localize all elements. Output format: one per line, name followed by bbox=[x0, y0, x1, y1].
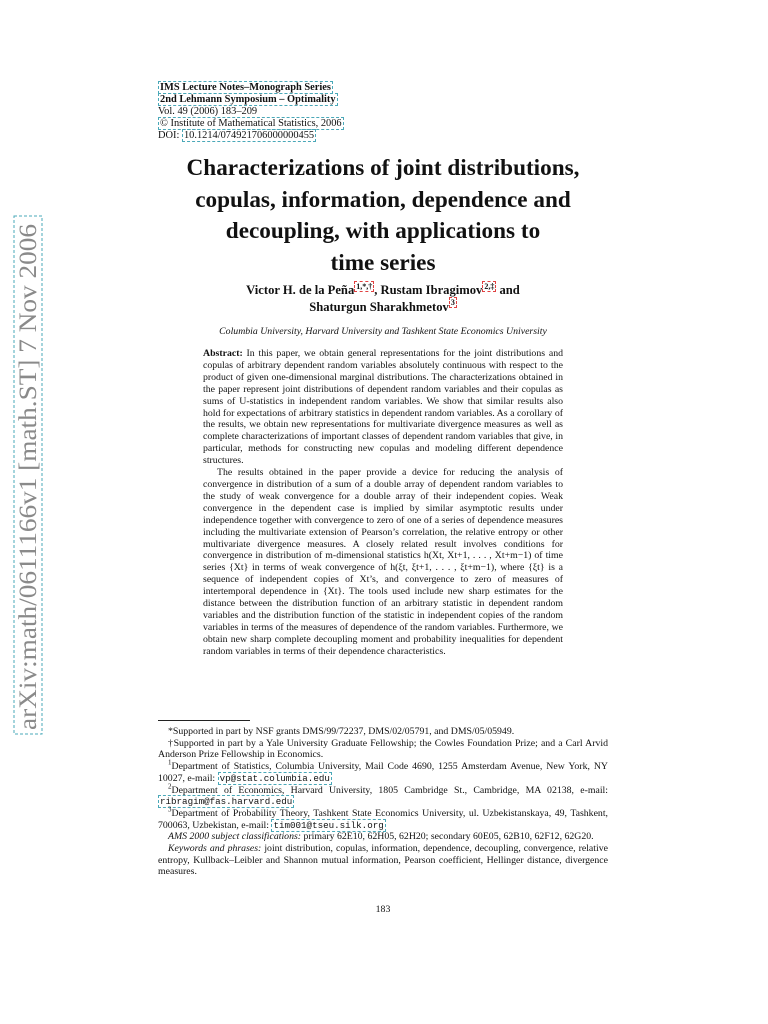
footnote-rule bbox=[158, 720, 250, 721]
footnote: *Supported in part by NSF grants DMS/99/72237, DMS/02/05791, and DMS/05/05949. bbox=[168, 726, 515, 737]
ams-classification bbox=[158, 831, 608, 843]
copyright-link[interactable]: © Institute of Mathematical Statistics, 2006 bbox=[160, 118, 342, 129]
abstract bbox=[203, 348, 563, 658]
doi-link[interactable]: 10.1214/074921706000000455 bbox=[183, 130, 315, 141]
page-number: 183 bbox=[375, 904, 391, 915]
series-name-link[interactable]: IMS Lecture Notes–Monograph Series bbox=[160, 82, 331, 93]
author-separator: , Rustam Ibragimov bbox=[374, 283, 483, 297]
email-link[interactable]: ribragim@fas.harvard.edu bbox=[160, 796, 293, 808]
footnote: †Supported in part by a Yale University Graduate Fellowship; the Cowles Foundation Prize; and a Carl Arvid Anderson Prize Fellowship in Economics. bbox=[158, 737, 608, 761]
volume-info: Vol. 49 (2006) 183–209 bbox=[158, 106, 258, 117]
keywords-label: Keywords and phrases: bbox=[168, 843, 262, 855]
footnote-mark: 3 bbox=[168, 805, 172, 814]
title-line: Characterizations of joint distributions, bbox=[186, 155, 580, 181]
footnote-text: Department of Statistics, Columbia University, Mail Code 4690, 1255 Amsterdam Avenue, New York, NY 10027, e-mail: bbox=[158, 761, 608, 784]
author-footnote-marks[interactable]: 3 bbox=[450, 298, 455, 308]
title-line: decoupling, with applications to bbox=[225, 218, 541, 244]
keywords bbox=[158, 843, 608, 878]
doi-label: DOI: bbox=[158, 130, 182, 141]
abstract-paragraph: In this paper, we obtain general representations for the joint distributions and copulas of arbitrary dependent random variables absolutely continuous with respect to the product of given one-dimensional marginal distributions. The characterizations obtained in the paper represent joint distributions of dependent random variables and their copulas as sums of U-statistics in independent random variables. We show that similar results also hold for expectations of arbitrary statistics in dependent random variables. As a corollary of the results, we obtain new representations for multivariate divergence measures as well as complete characterizations of important classes of dependent random variables that give, in particular, methods for constructing new copulas and modeling different dependence structures. bbox=[203, 348, 563, 467]
email-link[interactable]: tim001@tseu.silk.org bbox=[273, 819, 384, 831]
ams-codes: primary 62E10, 62H05, 62H20; secondary 60E05, 62B10, 62F12, 62G20. bbox=[301, 831, 594, 843]
author-list bbox=[158, 282, 608, 315]
arxiv-identifier-stamp[interactable] bbox=[12, 215, 44, 735]
paper-title bbox=[158, 153, 608, 279]
footnote bbox=[158, 805, 608, 831]
footnote-text: Department of Economics, Harvard University, 1805 Cambridge St., Cambridge, MA 02138, e-mail: bbox=[171, 784, 608, 796]
series-info bbox=[158, 82, 344, 142]
email-link[interactable]: vp@stat.columbia.edu bbox=[219, 772, 330, 784]
footnote-mark: 1 bbox=[168, 758, 172, 767]
symposium-link[interactable]: 2nd Lehmann Symposium – Optimality bbox=[160, 94, 336, 105]
keywords-text: joint distribution, copulas, information, dependence, decoupling, convergence, relative entropy, Kullback–Leibler and Shannon mutual information, Pearson coefficient, Hellinger distance, divergence measures. bbox=[158, 843, 608, 878]
footnote-text: Department of Probability Theory, Tashkent State Economics University, ul. Uzbekistanskaya, 49, Tashkent, 700063, Uzbekistan, e-mail: bbox=[158, 807, 608, 831]
footnote-mark: 2 bbox=[168, 782, 172, 791]
abstract-label: Abstract: bbox=[203, 348, 243, 359]
footnote bbox=[158, 782, 608, 808]
ams-label: AMS 2000 subject classifications: bbox=[168, 831, 302, 843]
author-separator: and bbox=[496, 283, 520, 297]
title-line: time series bbox=[330, 249, 436, 276]
author-footnote-marks[interactable]: 1,*,† bbox=[356, 281, 373, 291]
arxiv-stamp-text: arXiv:math/0611166v1 [math.ST] 7 Nov 2006 bbox=[15, 265, 42, 730]
footnotes bbox=[158, 726, 608, 878]
affiliation: Columbia University, Harvard University and Tashkent State Economics University bbox=[219, 326, 547, 337]
abstract-paragraph: The results obtained in the paper provide a device for reducing the analysis of convergence in distribution of a sum of a double array of dependent random variables to the study of weak convergence for a double array of their independent copies. Weak convergence in the dependent case is implied by similar asymptotic results under independence together with convergence to zero of one of a series of dependence measures including the multivariate extension of Pearson’s correlation, the relative entropy or other multivariate divergence measures. A closely related result involves conditions for convergence in distribution of m-dimensional statistics h(Xt, Xt+1, . . . , Xt+m−1) of time series {Xt} in terms of weak convergence of h(ξt, ξt+1, . . . , ξt+m−1), where {ξt} is a sequence of independent copies of Xt’s, and convergence to zero of measures of intertemporal dependence in {Xt}. The tools used include new sharp estimates for the distance between the distribution function of an arbitrary statistic in dependent random variables and the distribution function of the statistic in independent copies of the random variables in terms of the measures of dependence of the random variables. Furthermore, we obtain new sharp complete decoupling moment and probability inequalities for dependent random variables in terms of their dependence characteristics. bbox=[203, 467, 563, 657]
title-line: copulas, information, dependence and bbox=[195, 186, 571, 213]
author-name: Victor H. de la Peña bbox=[246, 283, 355, 297]
author-name: Shaturgun Sharakhmetov bbox=[309, 299, 449, 314]
footnote bbox=[158, 758, 608, 784]
author-footnote-marks[interactable]: 2,‡ bbox=[484, 281, 495, 291]
